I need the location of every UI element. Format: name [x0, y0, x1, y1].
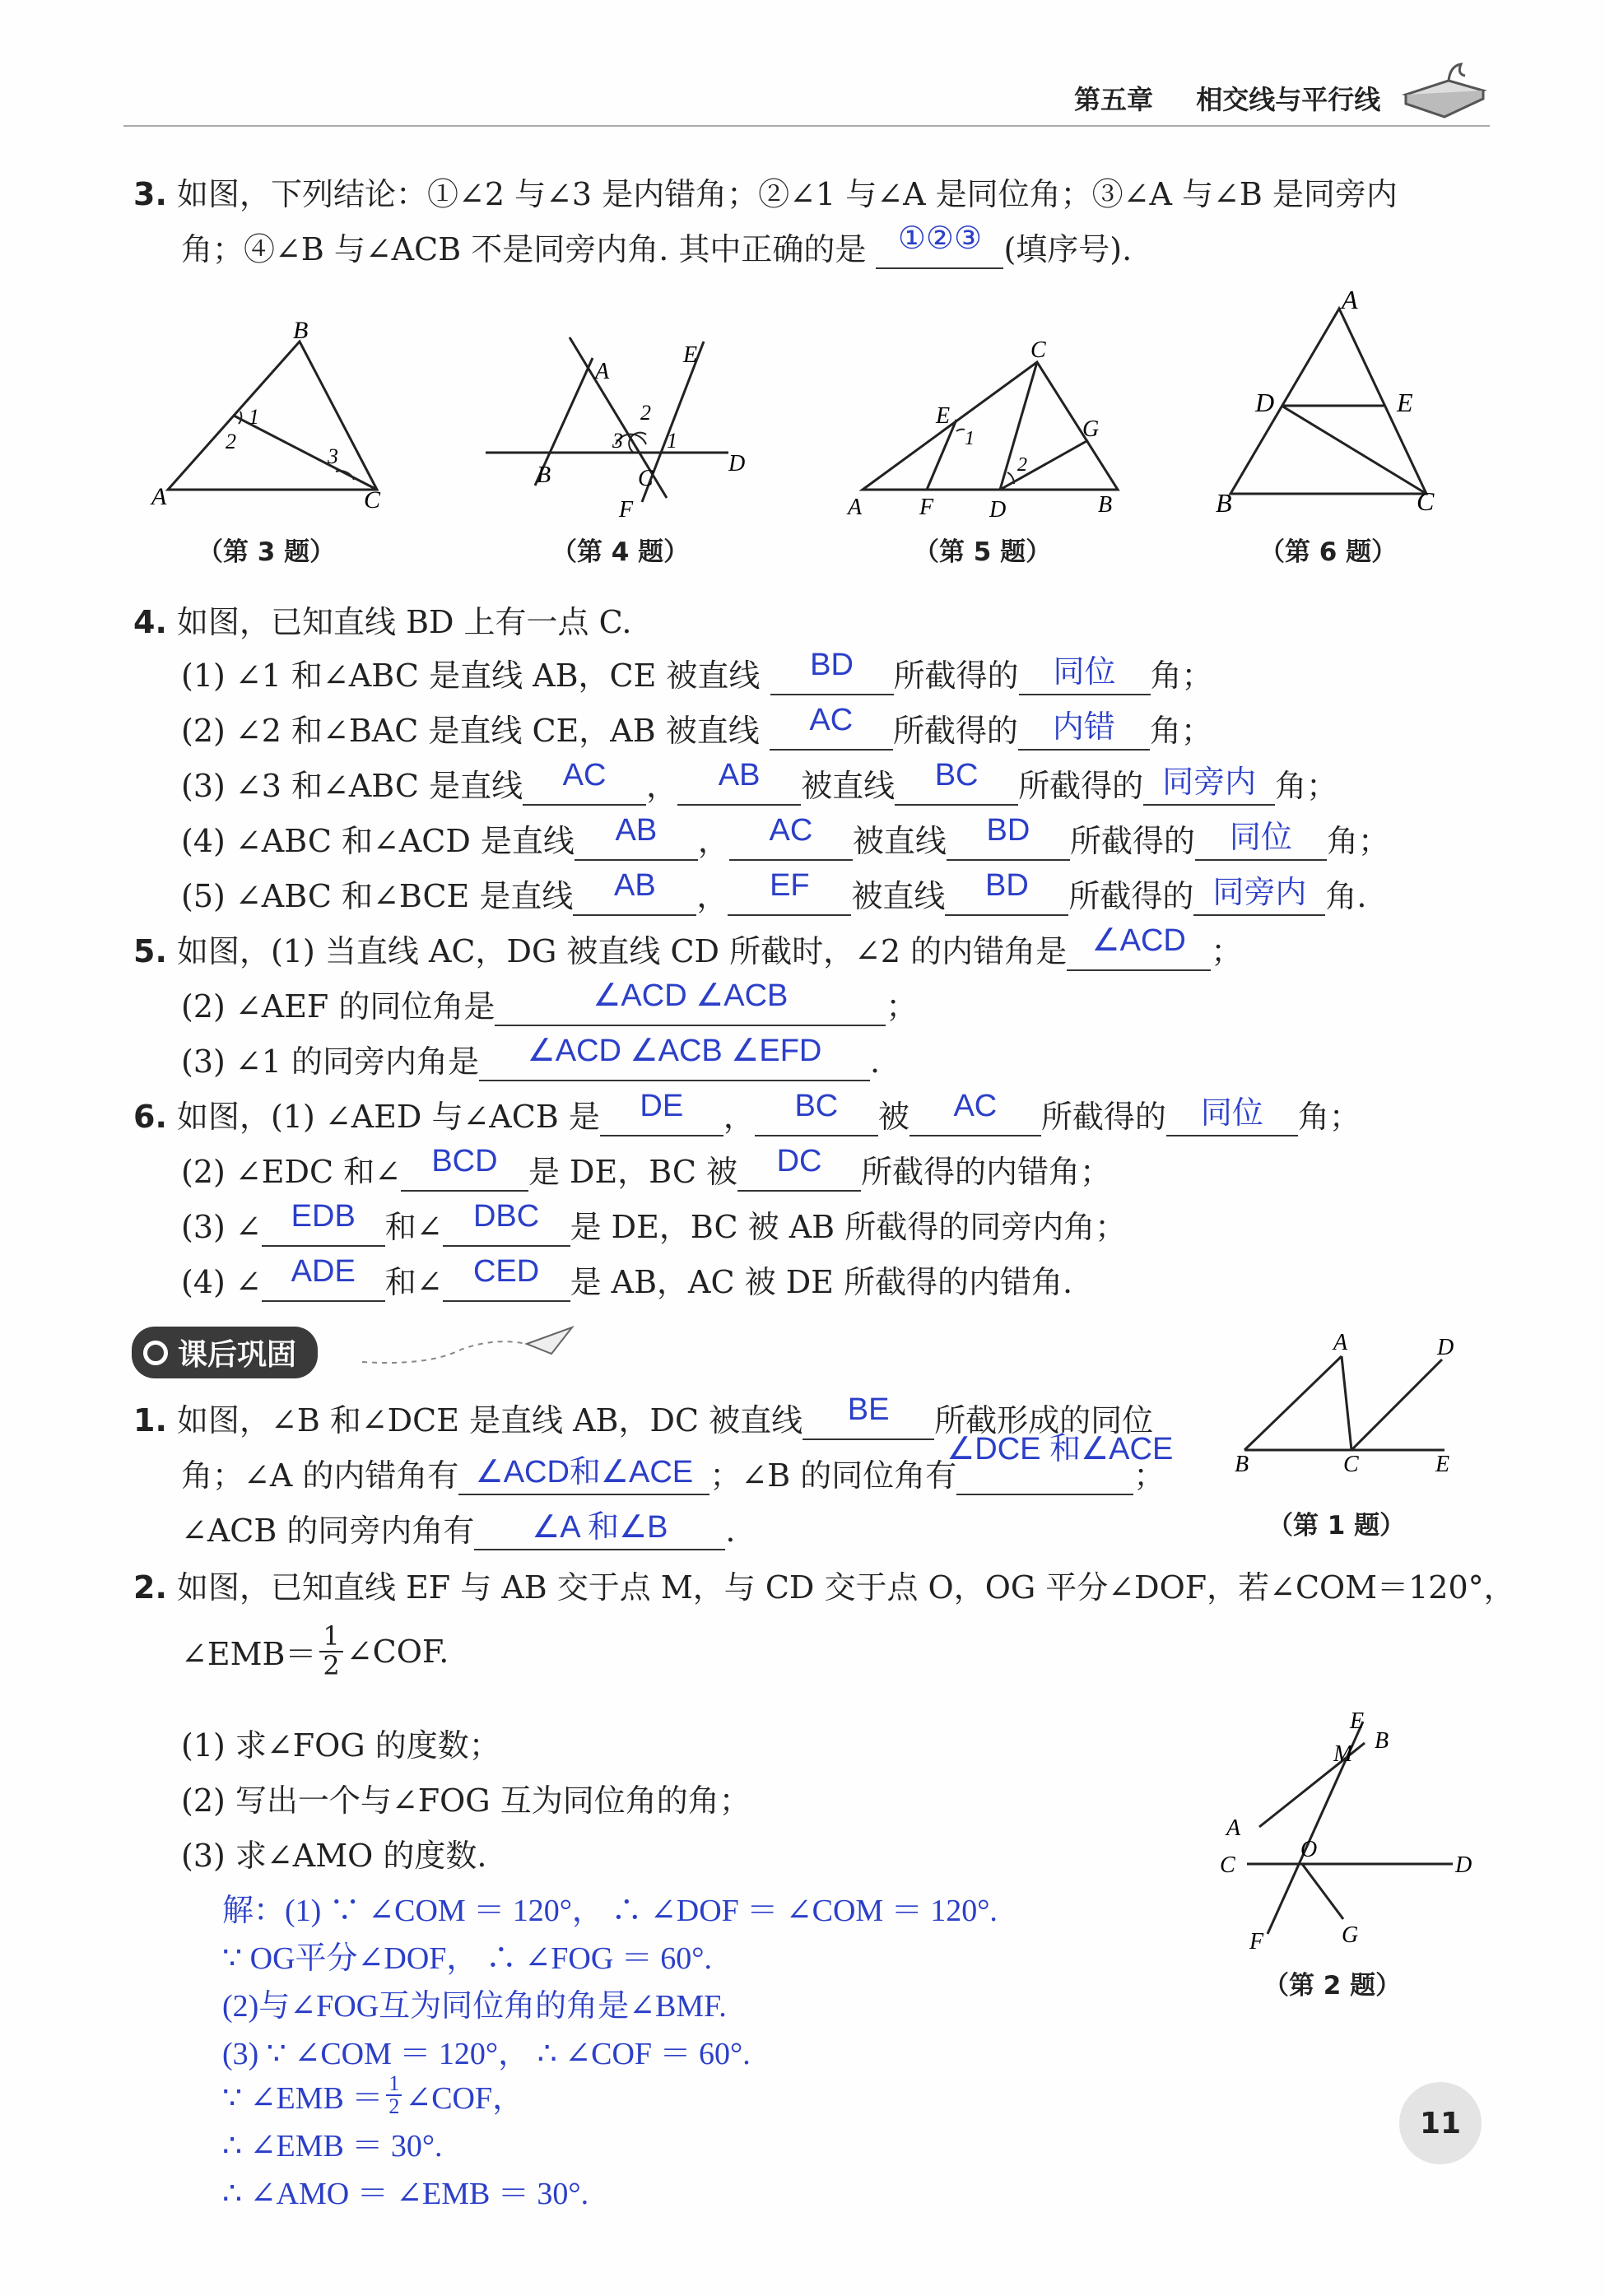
- fig3-angle-2: 2: [226, 430, 236, 453]
- fig6-label-c: C: [1417, 486, 1435, 516]
- q4r1-text-a: (1) ∠1 和∠ABC 是直线 AB，CE 被直线: [181, 658, 761, 694]
- q4r4-text-a: (4) ∠ABC 和∠ACD 是直线: [181, 823, 575, 859]
- q4r3-answer-2: AB: [718, 758, 761, 792]
- q4r4-answer-2: AC: [769, 813, 813, 848]
- q4r5-blank-2[interactable]: [728, 868, 851, 916]
- q4r1-blank-2[interactable]: [1019, 656, 1151, 695]
- q6r2-text-b: 是 DE，BC 被: [528, 1154, 738, 1190]
- q4r2-answer-2: 内错: [1052, 710, 1115, 745]
- q5r1-answer: ∠ACD: [1091, 923, 1186, 958]
- section-header: [132, 1327, 318, 1378]
- q6r3-text-b: 和∠: [384, 1209, 443, 1245]
- q5r2-blank[interactable]: [495, 978, 886, 1026]
- q4-stem: [133, 597, 631, 642]
- b1-text-2c: ；: [1133, 1457, 1165, 1494]
- fig5-label-g: G: [1082, 416, 1100, 442]
- figb1-label-d: D: [1437, 1335, 1454, 1360]
- fig4-angle-3: 3: [612, 429, 623, 453]
- fig3-label-c: C: [364, 486, 381, 514]
- fig6-label-a: A: [1342, 288, 1358, 314]
- q6r1-answer-3: AC: [953, 1089, 998, 1123]
- figb2-label-a: A: [1226, 1815, 1241, 1841]
- b1-text-3b: .: [725, 1513, 736, 1549]
- q5-row1: [133, 923, 1243, 971]
- figure-q3: [148, 317, 403, 514]
- figb2-label-e: E: [1350, 1708, 1365, 1734]
- q4r3-text-a: (3) ∠3 和∠ABC 是直线: [181, 768, 523, 804]
- q5r3-blank[interactable]: [479, 1034, 870, 1081]
- q6r2-text-a: (2) ∠EDC 和∠: [181, 1154, 401, 1190]
- fig4-label-a: A: [595, 359, 610, 384]
- q6r2-text-c: 所截得的内错角；: [861, 1154, 1112, 1190]
- q3-answer: ①②③: [897, 221, 983, 256]
- q4r1-text-b: 所截得的: [893, 658, 1019, 694]
- b1-answer-1: BE: [847, 1392, 890, 1427]
- figure-b1: [1226, 1325, 1473, 1473]
- q5r2-text-a: (2) ∠AEF 的同位角是: [181, 988, 495, 1025]
- fig4-label-f: F: [619, 497, 634, 523]
- q4r5-blank-4[interactable]: [1193, 876, 1325, 916]
- q6r2-blank-2[interactable]: [737, 1144, 861, 1192]
- q4r5-blank-1[interactable]: [573, 868, 696, 916]
- fig3-angle-3: 3: [328, 444, 338, 468]
- q4r4-blank-3[interactable]: [947, 813, 1070, 861]
- q4-stem-text: 如图，已知直线 BD 上有一点 C.: [176, 604, 632, 640]
- solution-line-2: ∵ OG平分∠DOF， ∴ ∠FOG ＝ 60°.: [222, 1941, 712, 1976]
- q4r3-blank-4[interactable]: [1143, 766, 1275, 806]
- fig3-label-a: A: [151, 483, 167, 510]
- b2-fraction-den: 2: [323, 1649, 340, 1681]
- q4r2-text-b: 所截得的: [892, 713, 1018, 749]
- b1-answer-2: ∠ACD和∠ACE: [475, 1455, 694, 1490]
- q6r3-blank-2[interactable]: [443, 1199, 570, 1247]
- q6-row2: [181, 1146, 1111, 1192]
- q6r4-blank-2[interactable]: [443, 1254, 570, 1302]
- q6r4-answer-2: CED: [472, 1254, 540, 1289]
- fig5-label-f: F: [919, 495, 934, 520]
- q6r1-text-c: 所截得的: [1040, 1099, 1166, 1135]
- figb1-label-c: C: [1343, 1452, 1359, 1473]
- fig4-label-e: E: [683, 342, 698, 368]
- q5r2-answer: ∠ACD ∠ACB: [593, 978, 789, 1013]
- b1-line3: [181, 1505, 735, 1550]
- section-title: 课后巩固: [178, 1338, 297, 1372]
- b1-blank-2[interactable]: [458, 1456, 709, 1495]
- q6r1-text-b: 被: [877, 1099, 910, 1135]
- q4r3-answer-4: 同旁内: [1162, 765, 1257, 800]
- q6r2-blank-1[interactable]: [401, 1144, 528, 1192]
- q5r1-text-a: 如图，(1) 当直线 AC，DG 被直线 CD 所截时，∠2 的内错角是: [176, 933, 1068, 969]
- b1-text-3a: ∠ACB 的同旁内角有: [181, 1513, 475, 1549]
- q6-row3: [181, 1201, 1126, 1247]
- b2-part3: (3) 求∠AMO 的度数.: [181, 1838, 487, 1874]
- q4r4-blank-4[interactable]: [1195, 821, 1327, 861]
- b2-part1: (1) 求∠FOG 的度数；: [181, 1727, 500, 1764]
- b2-fraction: [319, 1620, 342, 1681]
- b2-text-2a: ∠EMB＝: [181, 1636, 317, 1673]
- q4r2-answer-1: AC: [809, 703, 854, 737]
- q4r5-answer-1: AB: [613, 868, 656, 903]
- b1-line2: [181, 1432, 1174, 1495]
- fig5-label-e: E: [936, 403, 951, 429]
- figb2-label-c: C: [1220, 1852, 1235, 1878]
- figb2-label-d: D: [1455, 1852, 1472, 1878]
- q4-row5: (5) ∠ABC 和∠BCE 是直线 AB ， EF 被直线 BD 所截得的 同旁内 角.: [181, 868, 1367, 914]
- q3-text-3: (填序号).: [1003, 231, 1133, 267]
- b1-blank-3[interactable]: [947, 1432, 1174, 1495]
- fig4-label-d: D: [728, 451, 746, 476]
- q4-number: 4.: [133, 604, 167, 640]
- q4r3-answer-1: AC: [562, 758, 607, 792]
- q6r1-text-d: 角；: [1297, 1099, 1361, 1135]
- b2-line2: [181, 1620, 449, 1681]
- chapter-header: [1074, 79, 1380, 117]
- q4r1-text-c: 角；: [1150, 658, 1213, 694]
- chapter-number: 第五章: [1074, 84, 1154, 115]
- q6r1-blank-2[interactable]: [755, 1089, 878, 1136]
- q5r3-text-b: .: [870, 1043, 881, 1080]
- solution-line-6: ∴ ∠EMB ＝ 30°.: [222, 2129, 443, 2164]
- q4-row4: (4) ∠ABC 和∠ACD 是直线 AB ， AC 被直线 BD 所截得的 同位 角；: [181, 813, 1389, 859]
- q6r4-text-c: 是 AB，AC 被 DE 所截得的内错角.: [570, 1264, 1073, 1300]
- fig5-angle-2: 2: [1017, 454, 1027, 476]
- q5-row3: [181, 1036, 880, 1081]
- b1-text-1b: 所截形成的同位: [934, 1402, 1154, 1438]
- solution-line-5-tail: ∠COF，: [405, 2081, 524, 2116]
- q4r5-answer-2: EF: [770, 868, 810, 903]
- figb2-label-f: F: [1249, 1929, 1264, 1954]
- figb2-label-m: M: [1333, 1741, 1353, 1767]
- q5-number: 5.: [133, 933, 167, 969]
- q4r5-text-a: (5) ∠ABC 和∠BCE 是直线: [181, 878, 574, 914]
- q6r3-answer-2: DBC: [472, 1199, 540, 1234]
- q5-row2: [181, 978, 918, 1026]
- q4-row2: [181, 705, 1212, 751]
- fig5-label-d: D: [989, 497, 1007, 523]
- q6r3-text-c: 是 DE，BC 被 AB 所截得的同旁内角；: [570, 1209, 1127, 1245]
- q4r5-text-d: 角.: [1325, 878, 1367, 914]
- q5r3-answer: ∠ACD ∠ACB ∠EFD: [527, 1034, 822, 1068]
- q4r3-text-c: 所截得的: [1018, 768, 1144, 804]
- q6r4-answer-1: ADE: [291, 1254, 356, 1289]
- q6r1-blank-4[interactable]: [1166, 1097, 1298, 1136]
- fig6-label-d: D: [1255, 388, 1275, 417]
- solution-fraction-den: 2: [388, 2094, 400, 2118]
- b2-number: 2.: [133, 1569, 167, 1606]
- fig5-label-c: C: [1030, 337, 1046, 363]
- b1-text-2a: 角；∠A 的内错角有: [181, 1457, 459, 1494]
- q4r1-answer-2: 同位: [1053, 655, 1116, 690]
- figb1-label-b: B: [1235, 1452, 1249, 1473]
- q5r1-blank[interactable]: [1067, 923, 1211, 971]
- q4r5-text-b: 被直线: [851, 878, 946, 914]
- caption-q5: （第 5 题）: [914, 537, 1052, 567]
- q6r2-answer-1: BCD: [431, 1144, 498, 1178]
- chapter-title: 相交线与平行线: [1196, 84, 1381, 115]
- q4r4-text-b: 被直线: [852, 823, 947, 859]
- q6r4-text-b: 和∠: [384, 1264, 443, 1300]
- q4r4-text-d: 角；: [1326, 823, 1389, 859]
- page-number-badge: [1399, 2082, 1482, 2164]
- q6-row1: 6. 如图，(1) ∠AED 与∠ACB 是 DE ， BC 被 AC 所截得的 同位 角；: [133, 1089, 1361, 1135]
- q4r4-blank-2[interactable]: [729, 813, 853, 861]
- q6r1-text-a: 如图，(1) ∠AED 与∠ACB 是: [176, 1099, 600, 1135]
- solution-line-5: [222, 2072, 523, 2117]
- solution-line-7: ∴ ∠AMO ＝ ∠EMB ＝ 30°.: [222, 2177, 589, 2211]
- fig4-label-b: B: [537, 462, 551, 488]
- fig5-angle-1: 1: [965, 428, 975, 449]
- q6r3-blank-1[interactable]: [262, 1199, 385, 1247]
- b1-number: 1.: [133, 1402, 167, 1438]
- q6r4-text-a: (4) ∠: [181, 1264, 262, 1300]
- figb1-label-a: A: [1333, 1330, 1348, 1355]
- q4r3-blank-3[interactable]: [895, 758, 1018, 806]
- solution-line-4: (3) ∵ ∠COM ＝ 120°， ∴ ∠COF ＝ 60°.: [222, 2037, 751, 2071]
- fig5-label-a: A: [848, 495, 863, 520]
- q4r1-answer-1: BD: [810, 648, 854, 682]
- q3-line1: [133, 169, 1398, 214]
- q4r2-blank-2[interactable]: [1018, 711, 1150, 751]
- q5r1-text-b: ；: [1211, 933, 1243, 969]
- q4r4-text-c: 所截得的: [1069, 823, 1195, 859]
- b1-answer-3: ∠DCE 和∠ACE: [947, 1432, 1174, 1466]
- book-icon: [1399, 58, 1490, 123]
- solution-line-5-text: ∵ ∠EMB ＝: [222, 2081, 384, 2116]
- q4r4-answer-1: AB: [615, 813, 658, 848]
- figure-q5: [840, 337, 1136, 527]
- b2-part2: (2) 写出一个与∠FOG 互为同位角的角；: [181, 1782, 751, 1819]
- q4r3-text-b: 被直线: [801, 768, 896, 804]
- figure-b2: [1202, 1703, 1473, 1967]
- q4-row1: [181, 650, 1213, 695]
- fig3-label-b: B: [293, 317, 309, 344]
- q3-text-1: 如图，下列结论：①∠2 与∠3 是内错角；②∠1 与∠A 是同位角；③∠A 与∠B 是同旁内: [176, 176, 1398, 212]
- q4r3-text-d: 角；: [1275, 768, 1338, 804]
- figure-q4: [477, 329, 757, 527]
- figure-q6: [1206, 288, 1453, 527]
- q6-number: 6.: [133, 1099, 167, 1135]
- solution-fraction: [386, 2073, 402, 2117]
- page-number: 11: [1419, 2106, 1462, 2140]
- q4r4-blank-1[interactable]: [575, 813, 698, 861]
- b1-text-2b: ；∠B 的同位角有: [709, 1457, 957, 1494]
- q4r4-answer-4: 同位: [1229, 820, 1292, 855]
- q4-row3: (3) ∠3 和∠ABC 是直线 AC ， AB 被直线 BC 所截得的 同旁内 角；: [181, 758, 1338, 804]
- q6r4-blank-1[interactable]: [262, 1254, 385, 1302]
- q6-row4: [181, 1254, 1073, 1302]
- q3-number: 3.: [133, 176, 167, 212]
- q4r2-text-a: (2) ∠2 和∠BAC 是直线 CE，AB 被直线: [181, 713, 760, 749]
- q4r3-blank-2[interactable]: [677, 758, 801, 806]
- q4r1-blank-1[interactable]: [770, 648, 894, 695]
- header-rule: [123, 125, 1490, 127]
- q4r5-text-c: 所截得的: [1068, 878, 1194, 914]
- q4r4-answer-3: BD: [986, 813, 1030, 848]
- q6r2-answer-2: DC: [776, 1144, 822, 1178]
- figb2-label-o: O: [1300, 1837, 1318, 1862]
- caption-q3: （第 3 题）: [198, 537, 336, 567]
- q6r1-answer-4: 同位: [1200, 1096, 1263, 1131]
- paper-plane-icon: [362, 1321, 576, 1370]
- fig3-angle-1: 1: [249, 405, 259, 429]
- q6r3-text-a: (3) ∠: [181, 1209, 262, 1245]
- q4r3-blank-1[interactable]: [523, 758, 646, 806]
- fig5-label-b: B: [1098, 492, 1113, 518]
- q6r3-answer-1: EDB: [291, 1199, 356, 1234]
- caption-b2: （第 2 题）: [1263, 1971, 1402, 2001]
- fig4-angle-2: 2: [640, 401, 651, 425]
- q3-text-2: 角；④∠B 与∠ACB 不是同旁内角. 其中正确的是: [181, 231, 867, 267]
- figb2-label-b: B: [1375, 1728, 1389, 1754]
- b2-text-2b: ∠COF.: [346, 1633, 449, 1670]
- solution-fraction-num: 1: [386, 2073, 402, 2096]
- q5r2-text-b: ；: [886, 988, 918, 1025]
- caption-q4: （第 4 题）: [551, 537, 690, 567]
- b1-blank-1[interactable]: [802, 1392, 934, 1440]
- b1-text-1a: 如图，∠B 和∠DCE 是直线 AB，DC 被直线: [176, 1402, 803, 1438]
- fig6-label-b: B: [1216, 488, 1232, 518]
- q3-answer-blank[interactable]: [876, 221, 1003, 269]
- solution-line-3: (2)与∠FOG互为同位角的角是∠BMF.: [222, 1989, 727, 2024]
- caption-q6: （第 6 题）: [1259, 537, 1398, 567]
- fig4-angle-1: 1: [667, 429, 677, 453]
- fig4-label-c: C: [638, 466, 654, 491]
- q4r3-answer-3: BC: [934, 758, 979, 792]
- q4r5-answer-4: 同旁内: [1212, 876, 1307, 910]
- q6r1-answer-1: DE: [640, 1089, 684, 1123]
- q6r1-blank-3[interactable]: [910, 1089, 1041, 1136]
- q4r2-blank-1[interactable]: [770, 703, 893, 751]
- q4r5-answer-3: BD: [984, 868, 1029, 903]
- caption-b1: （第 1 题）: [1268, 1511, 1406, 1541]
- figb2-label-g: G: [1342, 1922, 1359, 1948]
- q6r1-blank-1[interactable]: [600, 1089, 723, 1136]
- b1-blank-4[interactable]: [474, 1511, 725, 1550]
- q6r1-answer-2: BC: [794, 1089, 839, 1123]
- b2-line1: [133, 1562, 1515, 1607]
- q4r5-blank-3[interactable]: [945, 868, 1068, 916]
- magnifier-icon: [143, 1341, 168, 1365]
- solution-line-1: 解：(1) ∵ ∠COM ＝ 120°， ∴ ∠DOF ＝ ∠COM ＝ 120°.: [222, 1894, 998, 1928]
- figb1-label-e: E: [1435, 1452, 1450, 1473]
- b1-answer-4: ∠A 和∠B: [532, 1510, 668, 1545]
- fig6-label-e: E: [1397, 388, 1413, 417]
- b2-fraction-num: 1: [319, 1623, 342, 1652]
- b2-text-1: 如图，已知直线 EF 与 AB 交于点 M，与 CD 交于点 O，OG 平分∠DOF，若∠COM＝120°，: [176, 1569, 1515, 1606]
- q5r3-text-a: (3) ∠1 的同旁内角是: [181, 1043, 480, 1080]
- q4r2-text-c: 角；: [1149, 713, 1212, 749]
- q3-line2: [181, 221, 1133, 269]
